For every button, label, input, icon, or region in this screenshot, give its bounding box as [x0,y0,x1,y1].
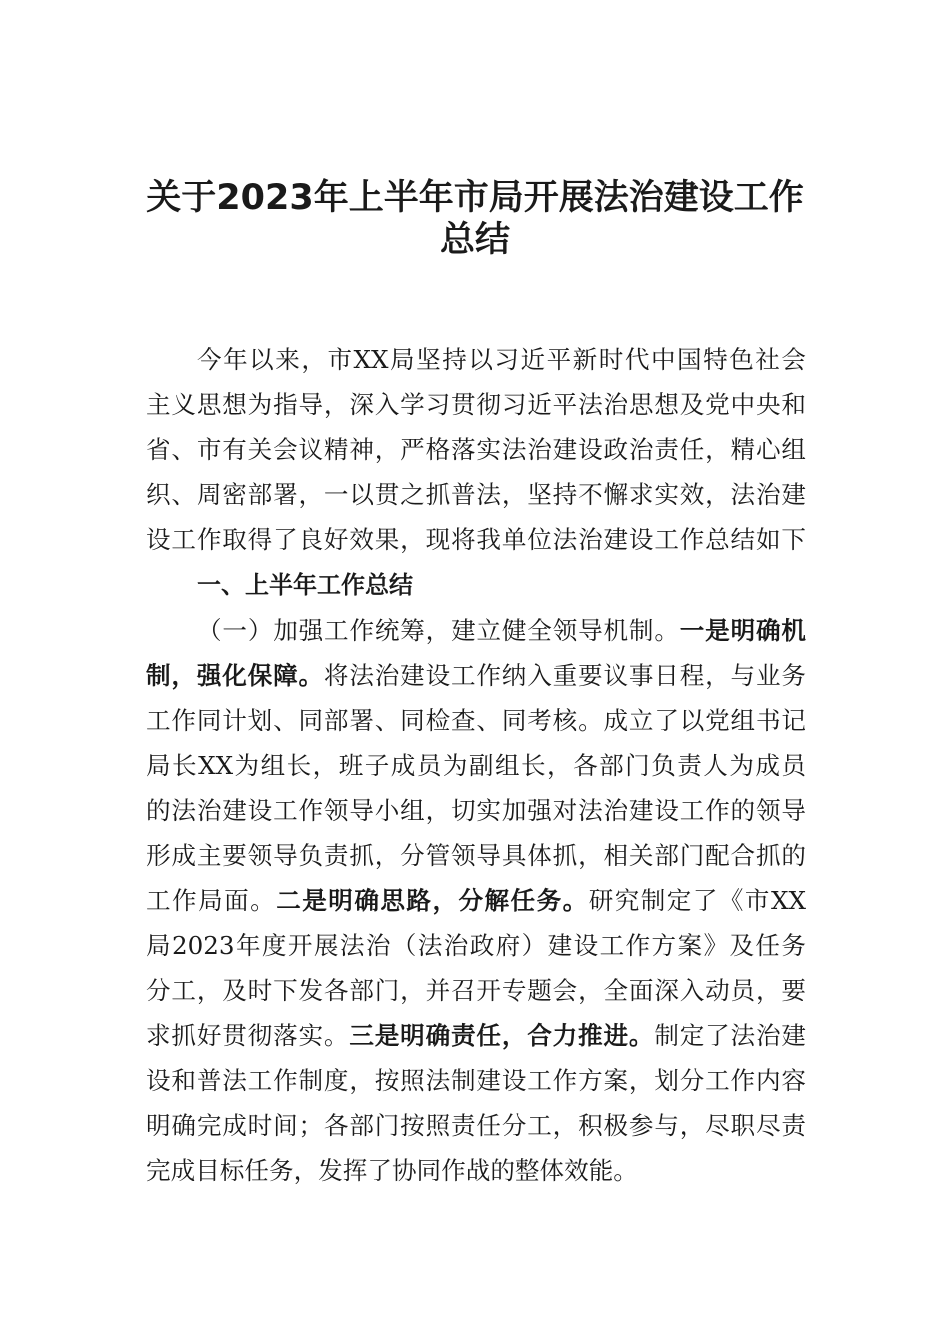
intro-line: 织、周密部署，一以贯之抓普法，坚持不懈求实效，法治建 [146,480,806,509]
bold-point: 二是明确思路，分解任务。 [276,886,589,915]
paragraph-text: 将法治建设工作纳入重要议事日程，与业务 [323,661,806,690]
paragraph-line [146,1021,806,1051]
document-title-line1: 关于2023年上半年市局开展法治建设工作 [146,178,804,218]
paragraph-text: 制定了法治建 [654,1021,806,1050]
paragraph-line: 分工，及时下发各部门，并召开专题会，全面深入动员，要 [146,976,806,1005]
paragraph-line [197,616,806,646]
intro-line: 主义思想为指导，深入学习贯彻习近平法治思想及党中央和 [146,390,806,419]
paragraph-line: 形成主要领导负责抓，分管领导具体抓，相关部门配合抓的 [146,841,806,870]
document-title-line2: 总结 [439,220,510,260]
paragraph-line: 局长XX为组长，班子成员为副组长，各部门负责人为成员 [146,751,806,780]
paragraph-text: 研究制定了《市XX [588,886,806,915]
paragraph-line: 局2023年度开展法治（法治政府）建设工作方案》及任务 [146,931,806,960]
paragraph-line: 设和普法工作制度，按照法制建设工作方案，划分工作内容 [146,1066,806,1095]
paragraph-line [146,886,806,916]
section-heading: 一、上半年工作总结 [197,571,413,599]
intro-line: 设工作取得了良好效果，现将我单位法治建设工作总结如下 [146,525,806,554]
bold-point: 三是明确责任，合力推进。 [349,1021,655,1050]
paragraph-text: 工作局面。 [146,886,277,915]
paragraph-line: 明确完成时间；各部门按照责任分工，积极参与，尽职尽责 [146,1111,806,1140]
paragraph-line: 的法治建设工作领导小组，切实加强对法治建设工作的领导 [146,796,806,825]
paragraph-line: 工作同计划、同部署、同检查、同考核。成立了以党组书记 [146,706,806,735]
paragraph-text: 求抓好贯彻落实。 [146,1021,350,1050]
subsection-title: （一）加强工作统筹，建立健全领导机制。 [197,616,680,645]
bold-point: 制，强化保障。 [146,661,324,690]
paragraph-line [146,661,806,691]
paragraph-line: 完成目标任务，发挥了协同作战的整体效能。 [146,1156,638,1185]
bold-point: 一是明确机 [679,616,806,645]
intro-line: 省、市有关会议精神，严格落实法治建设政治责任，精心组 [146,435,806,464]
intro-line: 今年以来，市XX局坚持以习近平新时代中国特色社会 [197,345,806,374]
